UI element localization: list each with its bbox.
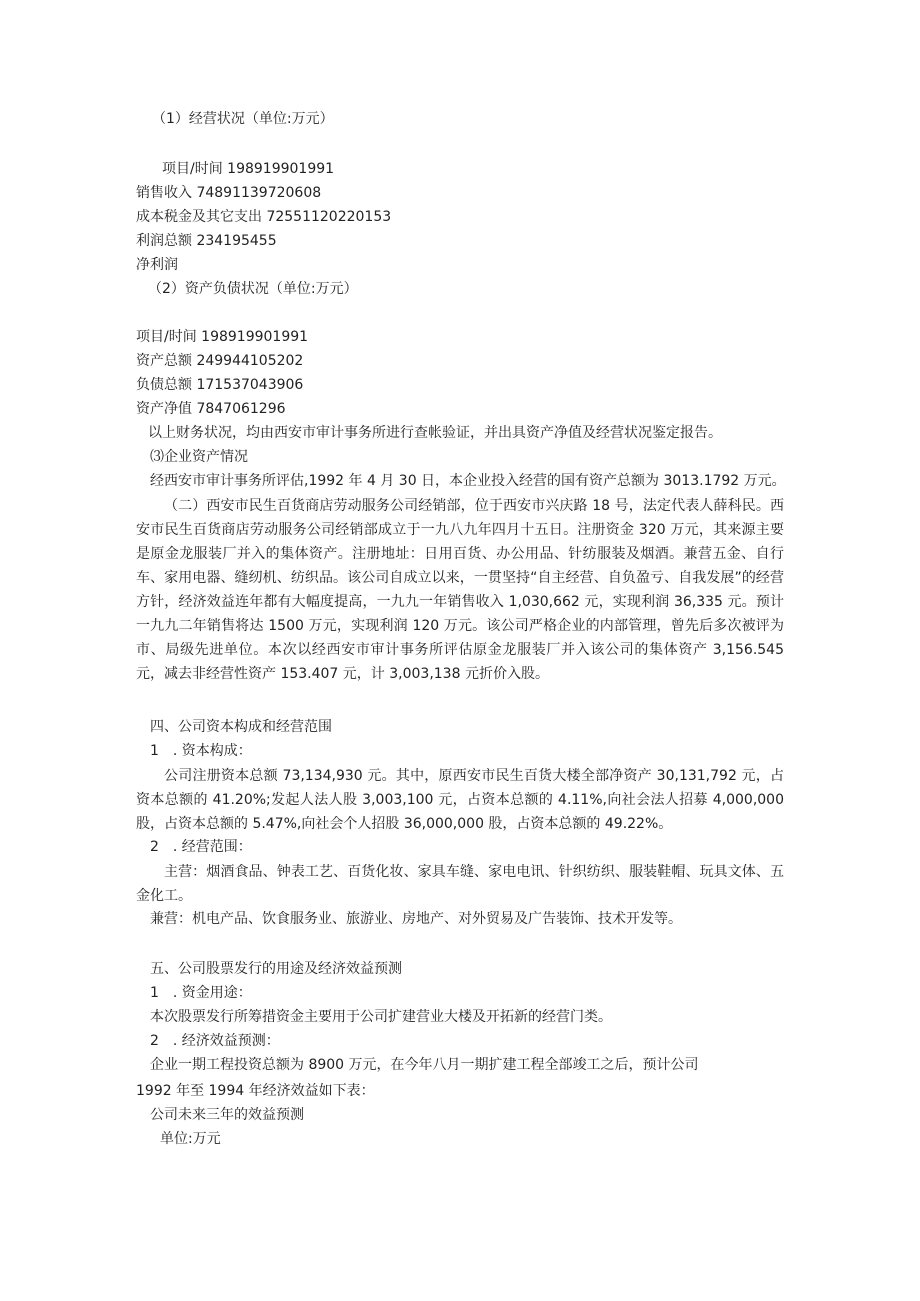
section3-paragraph-2: （二）西安市民生百货商店劳动服务公司经销部，位于西安市兴庆路 18 号，法定代表人薛科民。西安市民生百货商店劳动服务公司经销部成立于一九八九年四月十五日。注册资金 320 万元，其来源主要是原金龙服装厂并入的集体资产。注册地址：日用百货、办公用品、针纺服装及烟酒。兼营五金、自行车、家用电器、缝纫机、纺织品。该公司自成立以来，一贯坚持“自主经营、自负盈亏、自我发展”的经营方针，经济效益连年都有大幅度提高，一九九一年销售收入 1,030,662 元，实现利润 36,335 元。预计一九九二年销售将达 1500 万元，实现利润 120 万元。该公司严格企业的内部管理，曾先后多次被评为市、局级先进单位。本次以经西安市审计事务所评估原金龙服装厂并入该公司的集体资产 3,156.545 元，减去非经营性资产 153.407 元，计 3,003,138 元折价入股。: [136, 498, 784, 682]
section2-note: 以上财务状况，均由西安市审计事务所进行查帐验证，并出具资产净值及经营状况鉴定报告。: [148, 425, 722, 441]
section1-heading: （1）经营状况（单位:万元）: [152, 111, 334, 127]
section1-row-sales: 销售收入 74891139720608: [136, 185, 322, 201]
section3-paragraph-1: 经西安市审计事务所评估,1992 年 4 月 30 日，本企业投入经营的国有资产总额为 3013.1792 万元。: [150, 473, 786, 489]
forecast-table-unit: 单位:万元: [160, 1131, 221, 1147]
section5-heading: 五、公司股票发行的用途及经济效益预测: [150, 961, 402, 977]
section2-header-row: 项目/时间 198919901991: [136, 329, 309, 345]
section2-row-liabilities: 负债总额 171537043906: [136, 377, 304, 393]
section1-row-net-profit: 净利润: [136, 257, 178, 273]
section2-row-assets: 资产总额 249944105202: [136, 353, 304, 369]
section5-item2-title: 2 . 经济效益预测：: [150, 1033, 280, 1049]
section5-item1-text: 本次股票发行所筹措资金主要用于公司扩建营业大楼及开拓新的经营门类。: [150, 1009, 612, 1025]
section4-item2-title: 2 . 经营范围：: [150, 839, 252, 855]
section4-heading: 四、公司资本构成和经营范围: [150, 719, 332, 735]
section5-item1-title: 1 . 资金用途：: [150, 985, 252, 1001]
forecast-table-title: 公司未来三年的效益预测: [150, 1107, 304, 1123]
section1-row-cost: 成本税金及其它支出 72551120220153: [136, 209, 392, 225]
section5-text-line-b: 1992 年至 1994 年经济效益如下表：: [136, 1083, 375, 1099]
section4-item1-title: 1 . 资本构成：: [150, 743, 252, 759]
section4-side-business: 兼营：机电产品、饮食服务业、旅游业、房地产、对外贸易及广告装饰、技术开发等。: [150, 911, 682, 927]
section2-heading: （2）资产负债状况（单位:万元）: [148, 281, 358, 297]
section1-row-profit: 利润总额 234195455: [136, 233, 277, 249]
section3-heading: ⑶企业资产情况: [150, 449, 248, 465]
section5-text-line-a: 企业一期工程投资总额为 8900 万元，在今年八月一期扩建工程全部竣工之后，预计公司: [150, 1057, 699, 1073]
section2-row-net-assets: 资产净值 7847061296: [136, 401, 286, 417]
section1-header-row: 项目/时间 198919901991: [162, 161, 335, 177]
section4-main-business: 主营：烟酒食品、钟表工艺、百货化妆、家具车缝、家电电讯、针织纺织、服装鞋帽、玩具文体、五金化工。: [136, 864, 784, 904]
section4-item1-text: 公司注册资本总额 73,134,930 元。其中，原西安市民生百货大楼全部净资产 30,131,792 元，占资本总额的 41.20%;发起人法人股 3,003,100 元，占资本总额的 4.11%,向社会法人招募 4,000,000 股，占资本总额的 5.47%,向社会个人招股 36,000,000 股，占资本总额的 49.22%。: [136, 768, 784, 832]
